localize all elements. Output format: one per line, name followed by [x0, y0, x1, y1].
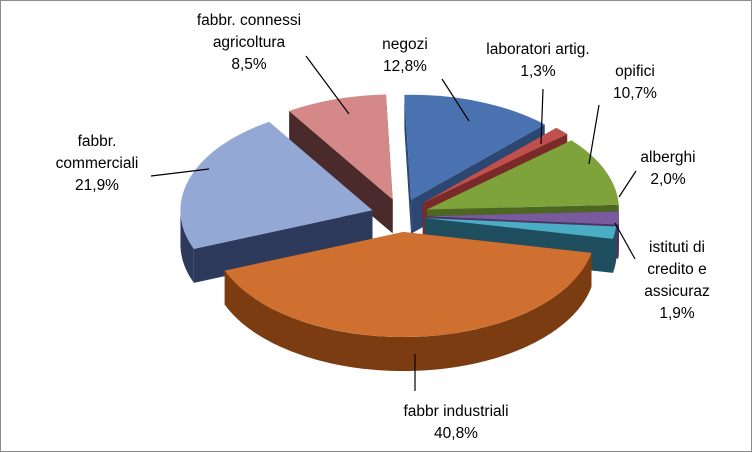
leader-line-3	[619, 171, 636, 197]
slice-label-7-line-0: fabbr. connessi	[196, 12, 302, 29]
slice-label-2-line-1: 10,7%	[613, 85, 657, 102]
slice-label-3	[640, 149, 695, 188]
pie-chart	[1, 1, 752, 453]
slice-label-6-line-2: 21,9%	[75, 177, 119, 194]
slice-label-4-line-2: assicuraz	[644, 283, 710, 300]
slice-label-1-line-0: laboratori artig.	[486, 41, 590, 58]
slice-label-6-line-1: commerciali	[55, 155, 139, 172]
slice-label-1-line-1: 1,3%	[520, 63, 556, 80]
slice-label-4-line-3: 1,9%	[659, 305, 695, 322]
slice-label-5-line-1: 40,8%	[434, 425, 478, 442]
slice-label-7	[197, 12, 301, 73]
slice-label-0	[382, 36, 428, 75]
slice-label-1	[486, 41, 589, 80]
slice-label-5-line-0: fabbr industriali	[403, 403, 509, 420]
slice-label-3-line-0: alberghi	[640, 149, 696, 166]
slice-label-6-line-0: fabbr.	[77, 133, 117, 150]
leader-line-2	[589, 105, 599, 164]
slice-label-0-line-0: negozi	[382, 36, 428, 53]
slice-label-2	[613, 63, 657, 102]
slice-label-0-line-1: 12,8%	[383, 58, 427, 75]
slice-label-4-line-1: credito e	[647, 261, 707, 278]
slice-label-7-line-2: 8,5%	[231, 56, 267, 73]
slice-label-7-line-1: agricoltura	[212, 34, 286, 51]
slice-label-6	[56, 133, 139, 194]
slice-label-3-line-1: 2,0%	[650, 171, 686, 188]
slice-label-2-line-0: opifici	[615, 63, 655, 80]
slice-label-4	[644, 239, 709, 322]
slice-label-4-line-0: istituti di	[649, 239, 705, 256]
slice-label-5	[403, 403, 508, 442]
